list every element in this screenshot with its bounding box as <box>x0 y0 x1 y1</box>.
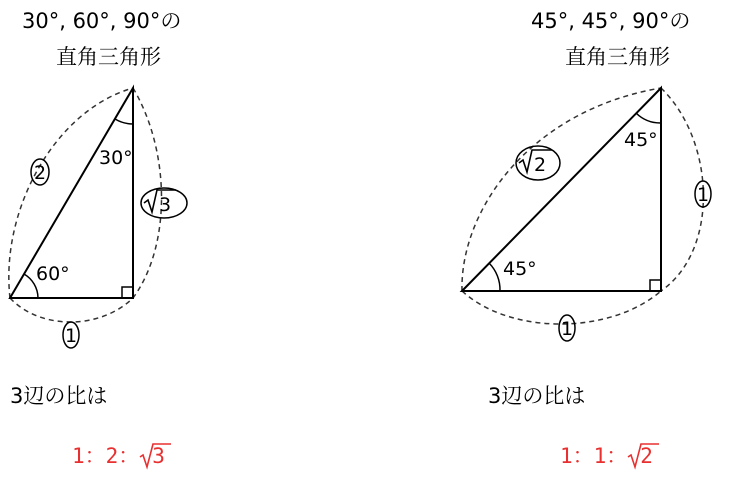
right-ratio-root: 2 <box>640 444 653 468</box>
left-triangle-diagram <box>0 0 360 360</box>
right-ratio-value <box>560 440 653 470</box>
right-ratio-text: 1：1： <box>560 444 628 468</box>
right-panel <box>370 0 735 477</box>
left-title-line1: 30°, 60°, 90°の <box>22 9 182 33</box>
right-title-line2: 直角三角形 <box>565 45 670 69</box>
left-side-label-base: 1 <box>64 325 78 347</box>
left-right-angle-mark <box>122 287 133 298</box>
left-panel <box>0 0 360 477</box>
right-side-label-base: 1 <box>560 318 574 340</box>
right-triangle-diagram <box>370 0 735 360</box>
left-side-label-hyp: 2 <box>33 162 47 184</box>
right-angle-arc-bottom <box>489 263 500 291</box>
right-angle-arc-top <box>636 113 661 123</box>
right-ratio-root-symbol <box>627 444 653 468</box>
left-angle-arc-top <box>115 119 133 124</box>
left-title-line2: 直角三角形 <box>56 45 161 69</box>
left-arc-base <box>10 298 133 322</box>
right-ratio-label: 3辺の比は <box>488 384 586 408</box>
right-triangle <box>462 88 661 291</box>
left-angle-label-top: 30° <box>99 147 133 169</box>
left-ratio-root: 3 <box>152 444 165 468</box>
left-ratio-root-symbol <box>139 444 165 468</box>
left-ratio-text: 1：2： <box>72 444 140 468</box>
right-angle-label-bottom: 45° <box>503 258 537 280</box>
right-right-angle-mark <box>650 280 661 291</box>
right-title-line1: 45°, 45°, 90°の <box>531 9 691 33</box>
right-side-label-vert: 1 <box>696 184 710 206</box>
right-angle-label-top: 45° <box>624 129 658 151</box>
right-side-label-hyp: 2 <box>534 154 547 176</box>
left-angle-label-bottom: 60° <box>36 263 70 285</box>
left-ratio-label: 3辺の比は <box>10 384 108 408</box>
left-triangle <box>10 88 133 298</box>
left-ratio-value <box>72 440 165 470</box>
left-side-label-vert: 3 <box>159 194 172 216</box>
